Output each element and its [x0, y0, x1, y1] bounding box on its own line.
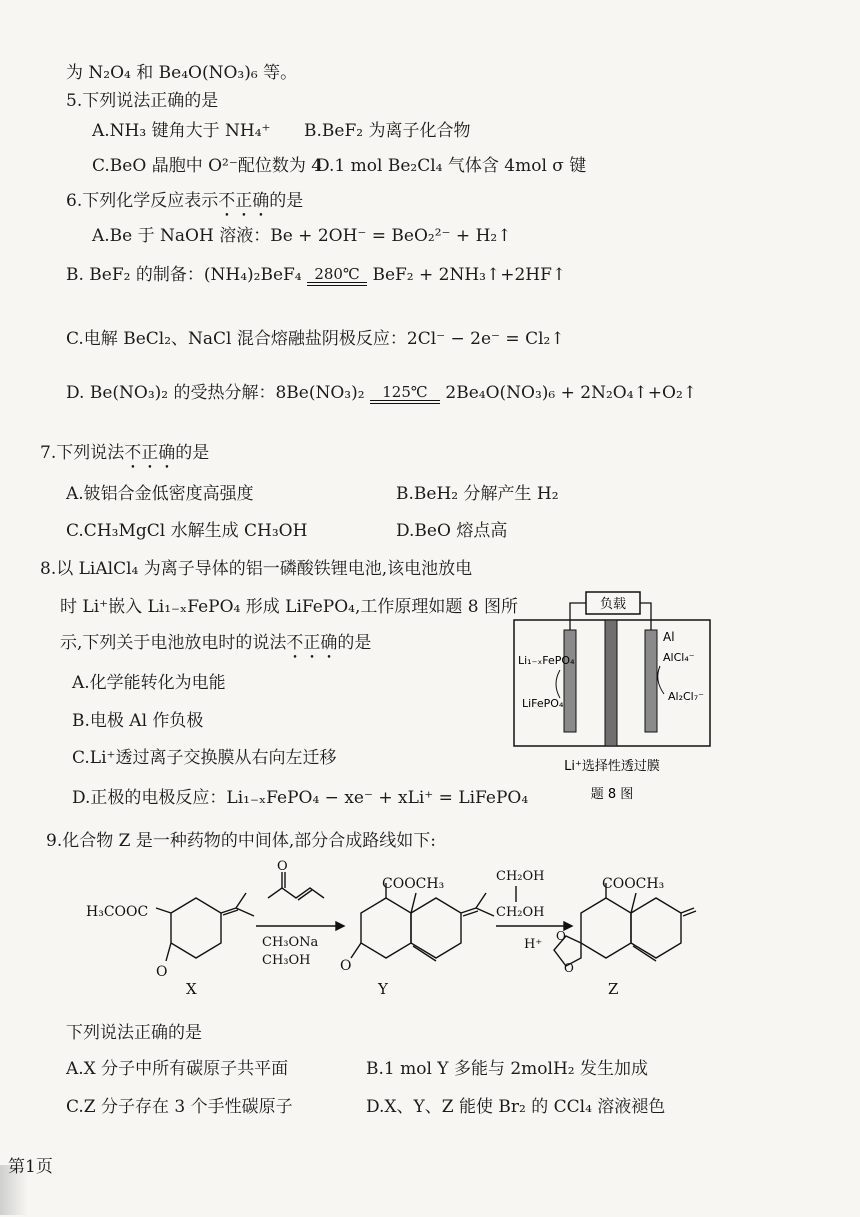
- alcl4-label: AlCl₄⁻: [663, 651, 695, 664]
- q5-option-a: A.NH₃ 键角大于 NH₄⁺: [92, 121, 271, 141]
- reagent2-c: H⁺: [524, 937, 543, 952]
- q6-option-c: C.电解 BeCl₂、NaCl 混合熔融盐阴极反应：2Cl⁻ − 2e⁻ = Cl₂↑: [66, 329, 565, 349]
- anode-al-label: Al: [663, 630, 675, 644]
- q7-stem: 7.下列说法不正确的是: [40, 443, 210, 463]
- q7-option-d: D.BeO 熔点高: [396, 521, 508, 541]
- q5-option-c: C.BeO 晶胞中 O²⁻配位数为 4: [92, 156, 323, 176]
- q9-option-a: A.X 分子中所有碳原子共平面: [66, 1059, 289, 1079]
- al2cl7-label: Al₂Cl₇⁻: [668, 690, 704, 703]
- q7-option-b: B.BeH₂ 分解产生 H₂: [396, 484, 559, 504]
- q9-stem: 9.化合物 Z 是一种药物的中间体,部分合成路线如下:: [46, 831, 436, 851]
- y-label: Y: [378, 980, 388, 998]
- q8-option-d: D.正极的电极反应：Li₁₋ₓFePO₄ − xe⁻ + xLi⁺ = LiFePO₄: [72, 788, 529, 808]
- q9-option-b: B.1 mol Y 多能与 2molH₂ 发生加成: [366, 1059, 648, 1079]
- enone-o: O: [277, 859, 288, 874]
- reagent1-a: CH₃ONa: [262, 935, 319, 950]
- q9-sub-stem: 下列说法正确的是: [66, 1023, 202, 1043]
- y-ketone-o: O: [340, 958, 352, 974]
- q8-line1: 8.以 LiAlCl₄ 为离子导体的铝一磷酸铁锂电池,该电池放电: [40, 559, 473, 579]
- x-ester-label: H₃COOC: [86, 904, 149, 920]
- battery-diagram: [508, 586, 718, 806]
- z-ketal-o1: O: [556, 929, 566, 943]
- intro-text: 为 N₂O₄ 和 Be₄O(NO₃)₆ 等。: [66, 63, 298, 83]
- membrane-caption: Li⁺选择性透过膜: [564, 759, 660, 774]
- page-number: 第1页: [8, 1157, 53, 1177]
- load-label: 负载: [599, 597, 627, 612]
- figure-caption: 题 8 图: [590, 787, 634, 802]
- reagent2-a: CH₂OH: [496, 869, 545, 884]
- cathode-top-label: Li₁₋ₓFePO₄: [518, 654, 575, 667]
- q9-option-d: D.X、Y、Z 能使 Br₂ 的 CCl₄ 溶液褪色: [366, 1097, 666, 1117]
- reagent1-b: CH₃OH: [262, 953, 311, 968]
- q5-option-d: D.1 mol Be₂Cl₄ 气体含 4mol σ 键: [316, 156, 587, 176]
- q8-option-a: A.化学能转化为电能: [72, 673, 226, 693]
- z-ester-label: COOCH₃: [602, 876, 665, 892]
- q6-stem: 6.下列化学反应表示不正确的是: [66, 191, 304, 211]
- x-ketone-o: O: [156, 964, 168, 980]
- q6-option-a: A.Be 于 NaOH 溶液：Be + 2OH⁻ = BeO₂²⁻ + H₂↑: [92, 226, 512, 246]
- q5-stem: 5.下列说法正确的是: [66, 91, 219, 111]
- q6-option-b: B. BeF₂ 的制备：(NH₄)₂BeF₄ 280℃ BeF₂ + 2NH₃↑+2HF↑: [66, 264, 567, 285]
- q6-option-d: D. Be(NO₃)₂ 的受热分解：8Be(NO₃)₂ 125℃ 2Be₄O(NO₃)₆ + 2N₂O₄↑+O₂↑: [66, 382, 698, 403]
- q8-line2: 时 Li⁺嵌入 Li₁₋ₓFePO₄ 形成 LiFePO₄,工作原理如题 8 图所: [60, 597, 519, 617]
- x-label: X: [186, 980, 197, 998]
- q5-option-b: B.BeF₂ 为离子化合物: [304, 121, 471, 141]
- y-ester-label: COOCH₃: [382, 876, 445, 892]
- z-ketal-o2: O: [564, 961, 574, 975]
- z-label: Z: [608, 980, 619, 998]
- q9-option-c: C.Z 分子存在 3 个手性碳原子: [66, 1097, 293, 1117]
- q8-option-b: B.电极 Al 作负极: [72, 711, 204, 731]
- q8-line3: 示,下列关于电池放电时的说法不正确的是: [60, 633, 372, 653]
- reagent2-b: CH₂OH: [496, 905, 545, 920]
- cathode-bottom-label: LiFePO₄: [522, 697, 564, 710]
- q7-option-c: C.CH₃MgCl 水解生成 CH₃OH: [66, 521, 308, 541]
- q8-option-c: C.Li⁺透过离子交换膜从右向左迁移: [72, 748, 337, 768]
- synthesis-route: [86, 858, 706, 998]
- q7-option-a: A.铍铝合金低密度高强度: [66, 484, 254, 504]
